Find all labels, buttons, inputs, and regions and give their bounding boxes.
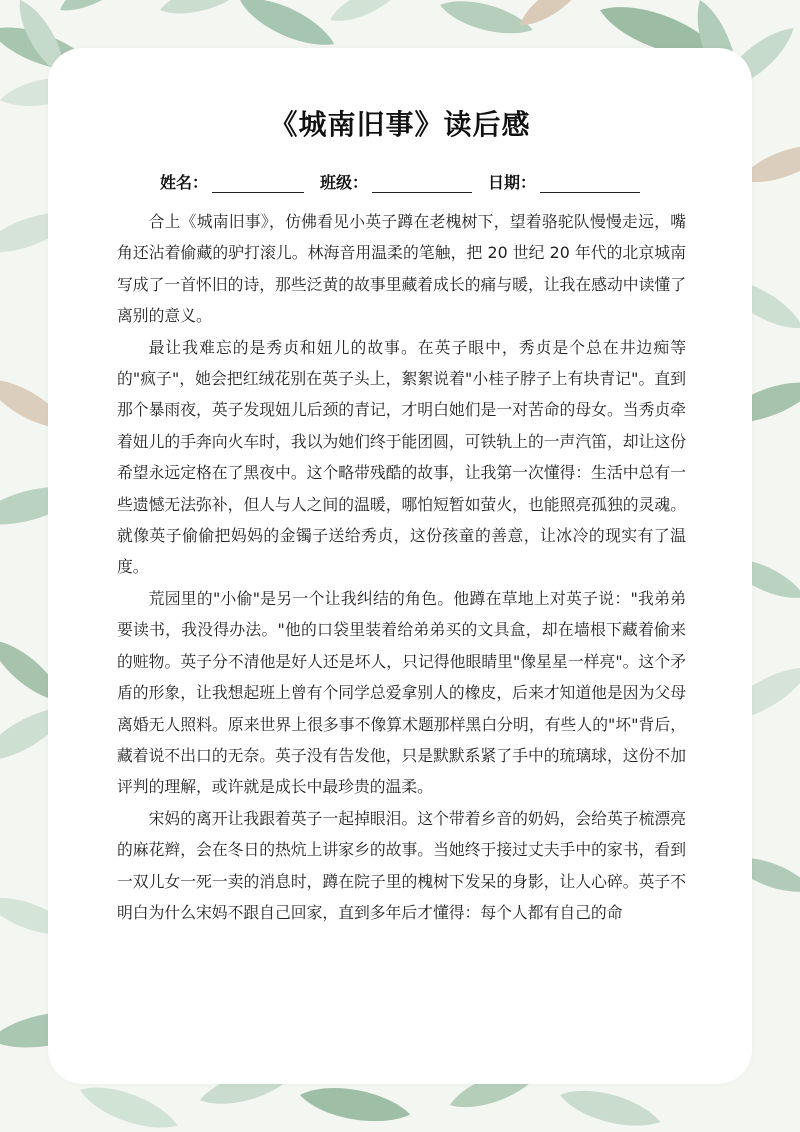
class-field — [320, 170, 472, 193]
paragraph-1: 合上《城南旧事》，仿佛看见小英子蹲在老槐树下，望着骆驼队慢慢走远，嘴角还沾着偷藏的驴打滚儿。林海音用温柔的笔触，把 20 世纪 20 年代的北京城南写成了一首怀旧的诗，那些泛黄的故事里藏着成长的痛与暖，让我在感动中读懂了离别的意义。 — [117, 212, 686, 326]
student-info-fields — [0, 170, 800, 193]
paragraph-3: 荒园里的"小偷"是另一个让我纠结的角色。他蹲在草地上对英子说："我弟弟要读书，我没得办法。"他的口袋里装着给弟弟买的文具盒，却在墙根下藏着偷来的赃物。英子分不清他是好人还是坏人，只记得他眼睛里"像星星一样亮"。这个矛盾的形象，让我想起班上曾有个同学总爱拿别人的橡皮，后来才知道他是因为父母离婚无人照料。原来世界上很多事不像算术题那样黑白分明，有些人的"坏"背后，藏着说不出口的无奈。英子没有告发他，只是默默系紧了手中的琉璃球，这份不加评判的理解，或许就是成长中最珍贵的温柔。 — [117, 588, 686, 797]
name-blank — [212, 174, 304, 193]
essay-body — [117, 206, 686, 928]
name-field — [160, 170, 304, 193]
date-label: 日期： — [488, 173, 537, 192]
class-label: 班级： — [319, 173, 368, 192]
paragraph-2: 最让我难忘的是秀贞和妞儿的故事。在英子眼中，秀贞是个总在井边痴等的"疯子"，她会把红绒花别在英子头上，絮絮说着"小桂子脖子上有块青记"。直到那个暴雨夜，英子发现妞儿后颈的青记，才明白她们是一对苦命的母女。当秀贞牵着妞儿的手奔向火车时，我以为她们终于能团圆，可铁轨上的一声汽笛，却让这份希望永远定格在了黑夜中。这个略带残酷的故事，让我第一次懂得：生活中总有一些遗憾无法弥补，但人与人之间的温暖，哪怕短暂如萤火，也能照亮孤独的灵魂。就像英子偷偷把妈妈的金镯子送给秀贞，这份孩童的善意，让冰冷的现实有了温度。 — [117, 337, 686, 577]
class-blank — [372, 174, 472, 193]
date-field — [488, 170, 640, 193]
date-blank — [540, 174, 640, 193]
paragraph-4: 宋妈的离开让我跟着英子一起掉眼泪。这个带着乡音的奶妈，会给英子梳漂亮的麻花辫，会在冬日的热炕上讲家乡的故事。当她终于接过丈夫手中的家书，看到一双儿女一死一卖的消息时，蹲在院子里的槐树下发呆的身影，让人心碎。英子不明白为什么宋妈不跟自己回家，直到多年后才懂得：每个人都有自己的命 — [117, 808, 686, 922]
document-title: 《城南旧事》读后感 — [269, 108, 531, 141]
name-label: 姓名： — [159, 173, 208, 192]
